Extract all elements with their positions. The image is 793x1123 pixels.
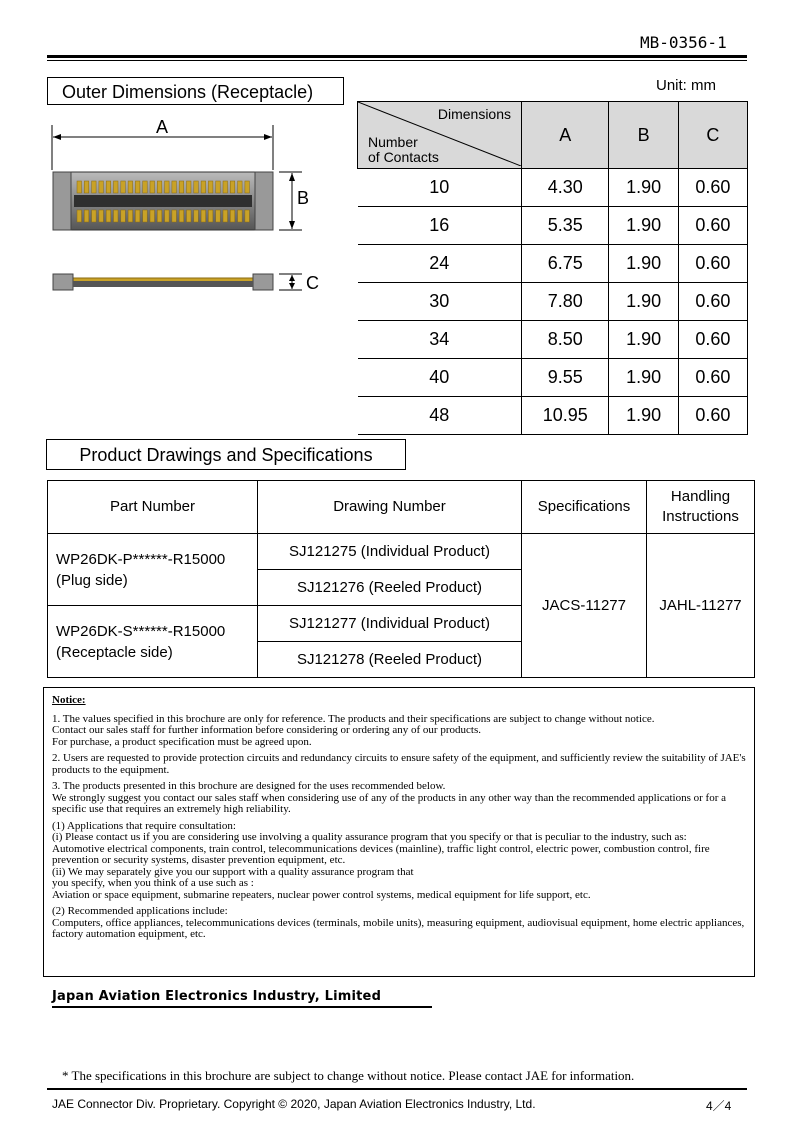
- document-id: MB-0356-1: [640, 33, 727, 52]
- dim-header-dimensions: Dimensions: [437, 106, 511, 122]
- spec-header-drawing-number: Drawing Number: [258, 481, 522, 534]
- drawing-number: SJ121277 (Individual Product): [258, 606, 522, 642]
- dim-table-corner-header: [358, 102, 522, 169]
- contacts-cell: 30: [358, 283, 522, 321]
- page-number: 4／4: [706, 1099, 732, 1113]
- contacts-cell: 40: [358, 359, 522, 397]
- table-row: [358, 359, 748, 397]
- dimension-cell: 8.50: [522, 321, 609, 359]
- dimension-cell: 1.90: [609, 169, 678, 207]
- dimension-cell: 0.60: [678, 245, 747, 283]
- dim-c-label: C: [306, 273, 319, 293]
- contacts-cell: 48: [358, 397, 522, 435]
- dimension-cell: 0.60: [678, 359, 747, 397]
- notice-paragraph-5: (2) Recommended applications include: Computers, office appliances, telecommunications devices (terminals, mobile units), measuring equipment, audiovisual equipment, home electric appliances, factory automation equipment, etc.: [52, 905, 745, 940]
- dimension-cell: 9.55: [522, 359, 609, 397]
- spec-header-part-number: Part Number: [48, 481, 258, 534]
- notice-box: [43, 687, 755, 977]
- dimension-cell: 1.90: [609, 245, 678, 283]
- dimension-cell: 1.90: [609, 397, 678, 435]
- dim-b-label: B: [297, 188, 310, 208]
- table-row: [358, 207, 748, 245]
- dimension-cell: 0.60: [678, 283, 747, 321]
- notice-paragraph-2: 2. Users are requested to provide protection circuits and redundancy circuits to ensure safety of the equipment, and sufficiently review the suitability of JAE's products to the equipment.: [52, 752, 746, 776]
- dimension-cell: 0.60: [678, 321, 747, 359]
- drawing-number: SJ121278 (Reeled Product): [258, 642, 522, 678]
- bottom-note: * The specifications in this brochure are subject to change without notice. Please contact JAE for information.: [62, 1068, 635, 1083]
- dimensions-table: [357, 101, 748, 435]
- spec-header-handling: Handling Instructions: [647, 481, 755, 534]
- dim-header-contacts: Number of Contacts: [368, 134, 439, 165]
- dimension-cell: 6.75: [522, 245, 609, 283]
- contacts-cell: 24: [358, 245, 522, 283]
- receptacle-drawing: [44, 115, 344, 300]
- header-rule-thin: [47, 60, 747, 61]
- dimension-cell: 4.30: [522, 169, 609, 207]
- logo-underline: [52, 1006, 432, 1008]
- dimension-cell: 10.95: [522, 397, 609, 435]
- dim-col-c: C: [678, 102, 747, 169]
- section-title-outer-dimensions: Outer Dimensions (Receptacle): [47, 77, 344, 105]
- unit-label: Unit: mm: [656, 77, 716, 94]
- company-logo: Japan Aviation Electronics Industry, Limited: [52, 989, 382, 1004]
- table-row: [358, 397, 748, 435]
- footer-copyright: JAE Connector Div. Proprietary. Copyright © 2020, Japan Aviation Electronics Industry, Ltd.: [52, 1097, 536, 1111]
- dimension-cell: 1.90: [609, 283, 678, 321]
- dimension-cell: 1.90: [609, 359, 678, 397]
- dim-col-a: A: [522, 102, 609, 169]
- dim-a-label: A: [156, 117, 169, 137]
- spec-table: [47, 480, 755, 678]
- part-number-receptacle: WP26DK-S******-R15000 (Receptacle side): [48, 606, 258, 678]
- notice-paragraph-1: 1. The values specified in this brochure are only for reference. The products and their specifications are subject to change without notice. Contact our sales staff for further information before considering or ordering any of our products. For purchase, a product specification must be agreed upon.: [52, 712, 655, 748]
- contacts-cell: 16: [358, 207, 522, 245]
- handling-number: JAHL-11277: [647, 534, 755, 678]
- table-row: [358, 321, 748, 359]
- specification-number: JACS-11277: [522, 534, 647, 678]
- dimension-cell: 7.80: [522, 283, 609, 321]
- notice-paragraph-4: (1) Applications that require consultation: (i) Please contact us if you are considering use involving a quality assurance program that you specify or that is peculiar to the industry, such as: Automotive electrical components, train control, telecommunications devices (mainline), traffic light control, electric power, combustion control, fire prevention or security systems, disaster prevention equipment, etc. (ii) We may separately give you our support with a quality assurance program that you specify, when you think of a use such as : Aviation or space equipment, submarine repeaters, nuclear power control systems, medical equipment for life support, etc.: [52, 819, 710, 901]
- notice-title: Notice:: [52, 694, 86, 706]
- contacts-cell: 10: [358, 169, 522, 207]
- table-row: [358, 245, 748, 283]
- dimension-cell: 1.90: [609, 207, 678, 245]
- section-title-product-drawings: Product Drawings and Specifications: [46, 439, 406, 470]
- contacts-cell: 34: [358, 321, 522, 359]
- dimension-cell: 1.90: [609, 321, 678, 359]
- header-rule: [47, 55, 747, 58]
- table-row: [48, 534, 755, 570]
- dimension-cell: 0.60: [678, 397, 747, 435]
- notice-paragraph-3: 3. The products presented in this brochure are designed for the uses recommended below. We strongly suggest you contact our sales staff when considering use of any of the products in any other way than the recommended applications or for a specific use that requires an extremely high reliability.: [52, 780, 727, 815]
- dimension-cell: 0.60: [678, 207, 747, 245]
- part-number-plug: WP26DK-P******-R15000 (Plug side): [48, 534, 258, 606]
- footer-rule: [47, 1088, 747, 1090]
- spec-header-specifications: Specifications: [522, 481, 647, 534]
- table-row: [358, 169, 748, 207]
- table-row: [358, 283, 748, 321]
- dimension-cell: 0.60: [678, 169, 747, 207]
- drawing-number: SJ121276 (Reeled Product): [258, 570, 522, 606]
- dimension-cell: 5.35: [522, 207, 609, 245]
- dim-col-b: B: [609, 102, 678, 169]
- drawing-number: SJ121275 (Individual Product): [258, 534, 522, 570]
